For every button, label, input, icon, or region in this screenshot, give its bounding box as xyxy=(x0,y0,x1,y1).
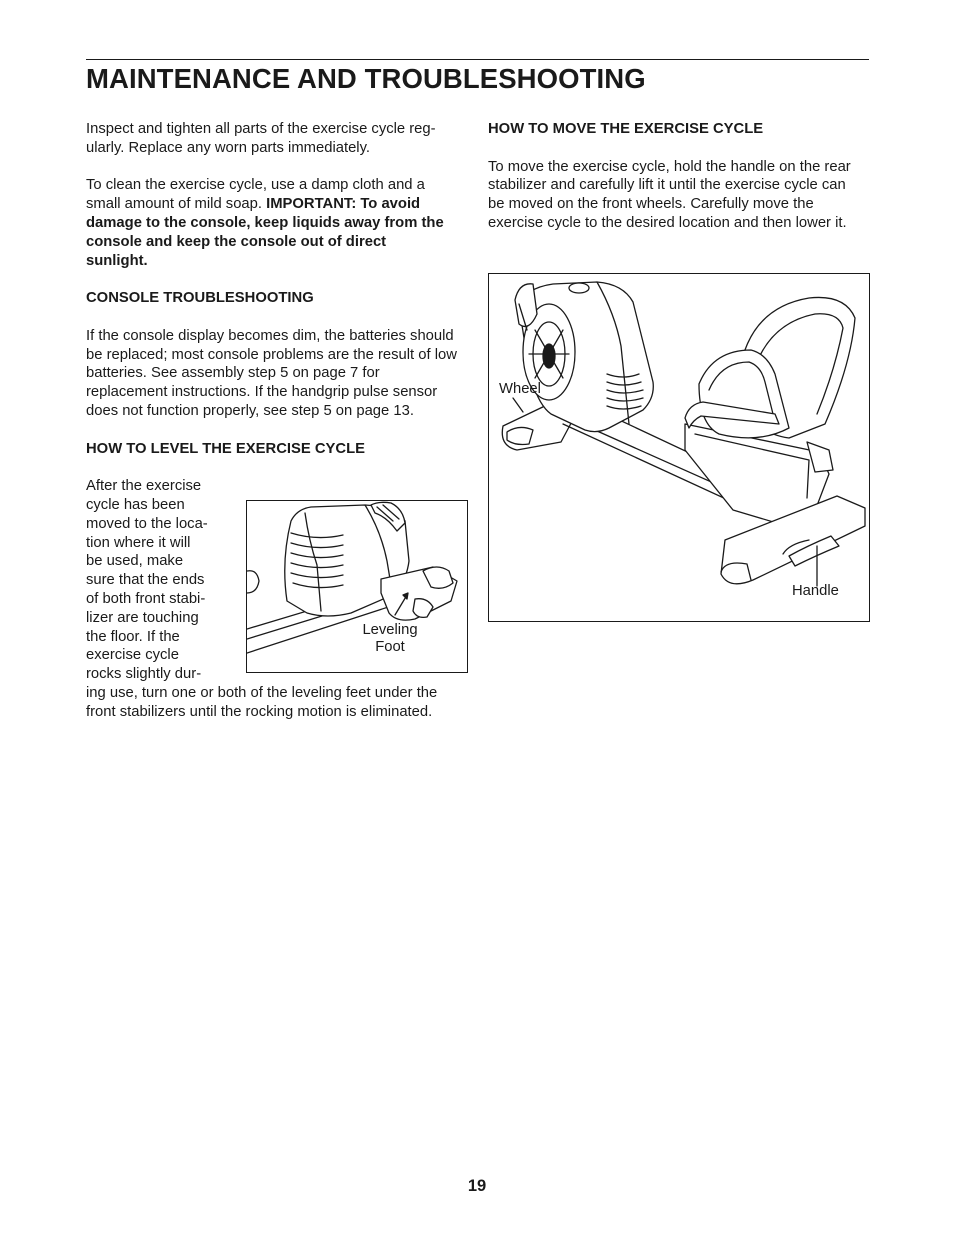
page-title: MAINTENANCE AND TROUBLESHOOTING xyxy=(86,63,646,94)
level-line: rocks slightly dur- xyxy=(86,666,202,683)
leveling-label-line: Foot xyxy=(375,639,405,655)
paragraph-console: If the console display becomes dim, the batteries should be replaced; most console problems are the result of low batteries. See assembly step 5 on page 7 for replacement instructions. If the handgrip pulse sensor does not function properly, see step 5 on page 13. xyxy=(86,327,457,419)
exercise-cycle-figure xyxy=(488,273,870,622)
level-line: cycle has been xyxy=(86,496,185,513)
level-line: After the exercise xyxy=(86,478,202,495)
leveling-foot-label xyxy=(351,622,429,656)
paragraph-clean xyxy=(86,176,448,270)
level-line: tion where it will xyxy=(86,534,191,551)
right-column xyxy=(488,120,868,233)
heading-console-troubleshooting: CONSOLE TROUBLESHOOTING xyxy=(86,290,314,307)
level-line: front stabilizers until the rocking motion is eliminated. xyxy=(86,703,433,720)
level-line: moved to the loca- xyxy=(86,515,208,532)
clean-important-text: IMPORTANT: To avoid damage to the console, keep liquids away from the console and keep the console out of direct sunlight. xyxy=(86,196,444,269)
clean-text: To clean the exercise cycle, use a damp cloth and a small amount of mild soap. xyxy=(86,177,425,213)
exercise-cycle-drawing xyxy=(489,274,869,621)
page-number: 19 xyxy=(467,1177,487,1195)
heading-move-cycle: HOW TO MOVE THE EXERCISE CYCLE xyxy=(488,121,764,137)
wheel-label: Wheel xyxy=(499,381,541,397)
paragraph-move: To move the exercise cycle, hold the handle on the rear stabilizer and carefully lift it until the exercise cycle can be moved on the front wheels. Carefully move the exercise cycle to the desired location and then lower it. xyxy=(488,158,851,231)
level-line: the floor. If the xyxy=(86,628,180,645)
leveling-foot-figure xyxy=(246,500,468,673)
leveling-label-line: Leveling xyxy=(362,622,418,638)
heading-level-cycle: HOW TO LEVEL THE EXERCISE CYCLE xyxy=(86,440,365,457)
level-line: of both front stabi- xyxy=(86,590,206,607)
handle-label: Handle xyxy=(792,583,839,599)
top-rule xyxy=(86,59,869,60)
level-line: ing use, turn one or both of the leveling feet under the xyxy=(86,684,438,701)
level-line: be used, make xyxy=(86,553,184,570)
level-line: exercise cycle xyxy=(86,647,179,664)
paragraph-inspect: Inspect and tighten all parts of the exercise cycle reg-ularly. Replace any worn parts immediately. xyxy=(86,121,436,156)
level-line: sure that the ends xyxy=(86,572,205,589)
level-line: lizer are touching xyxy=(86,609,199,626)
